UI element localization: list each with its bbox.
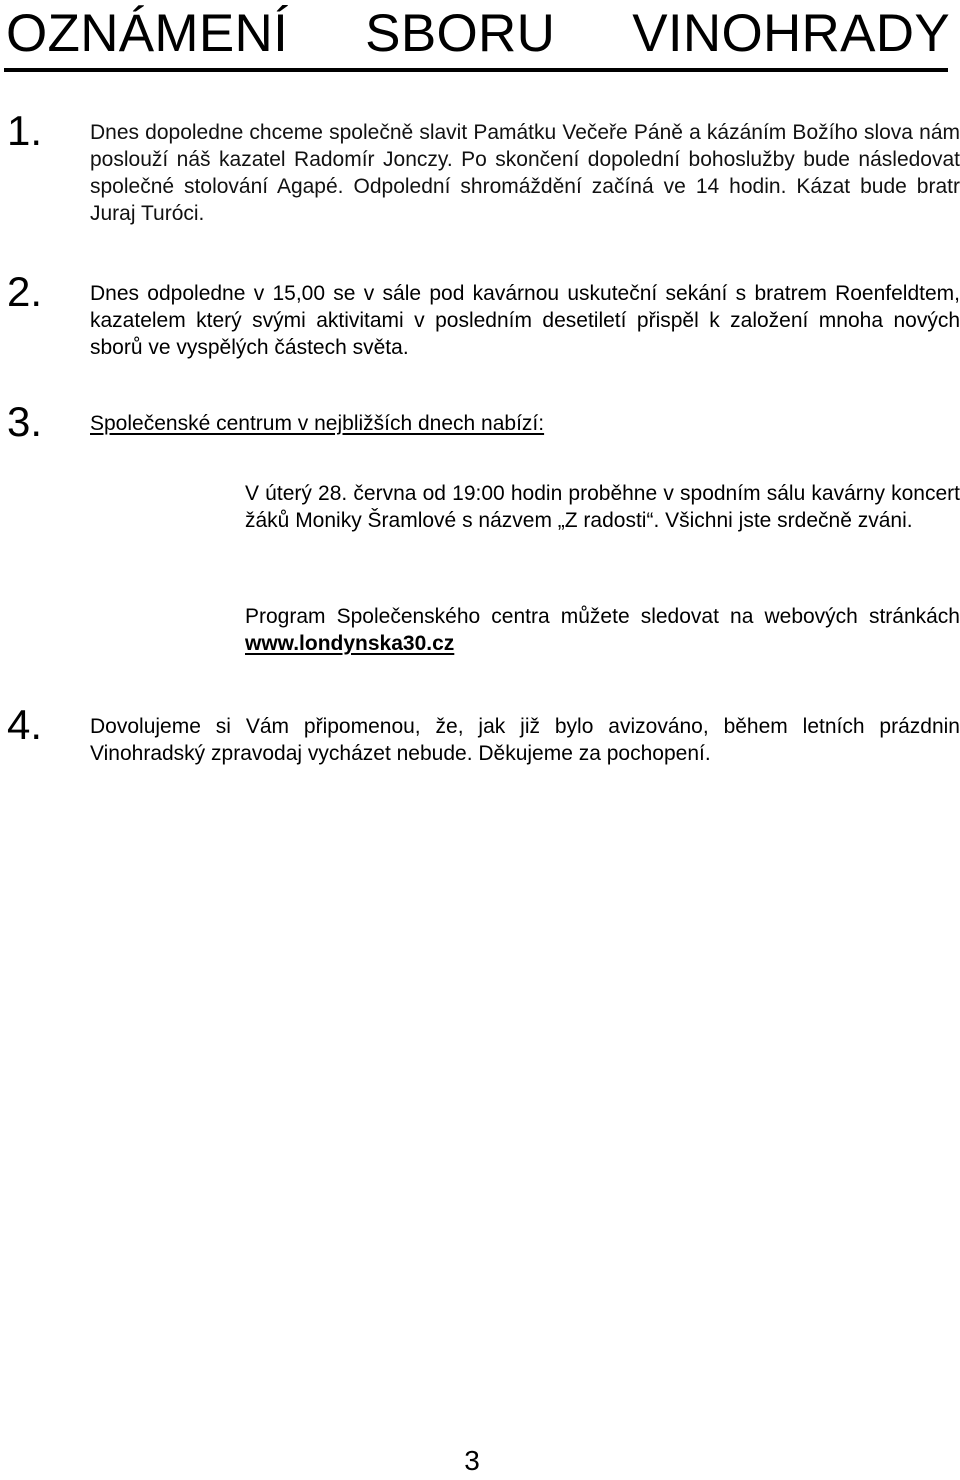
program-text: Program Společenského centra můžete sledovat na webových stránkách	[245, 605, 960, 628]
item-3-program-text	[245, 603, 960, 657]
page-title: OZNÁMENÍ SBORU VINOHRADY	[6, 4, 950, 63]
page-number: 3	[464, 1445, 480, 1476]
item-3-heading	[90, 410, 960, 437]
title-underline-rule	[4, 68, 948, 72]
item-2-text: Dnes odpoledne v 15,00 se v sále pod kavárnou uskuteční sekání s bratrem Roenfeldtem, kazatelem který svými aktivitami v posledním desetiletí přispěl k založení mnoha nových sborů ve vyspělých částech světa.	[90, 282, 960, 359]
item-3-heading-text: Společenské centrum v nejbližších dnech nabízí:	[90, 412, 545, 435]
item-number-1: 1.	[7, 107, 43, 154]
item-number-2: 2.	[7, 268, 43, 315]
item-number-4: 4.	[7, 701, 43, 748]
item-number-3: 3.	[7, 398, 43, 445]
item-4-text: Dovolujeme si Vám připomenou, že, jak již bylo avizováno, během letních prázdnin Vinohradský zpravodaj vycházet nebude. Děkujeme za pochopení.	[90, 715, 960, 765]
website-link[interactable]: www.londynska30.cz	[245, 632, 455, 655]
item-1-text: Dnes dopoledne chceme společně slavit Památku Večeře Páně a kázáním Božího slova nám poslouží náš kazatel Radomír Jonczy. Po skončení dopolední bohoslužby bude následovat společné stolování Agapé. Odpolední shromáždění začíná ve 14 hodin. Kázat bude bratr Juraj Turóci.	[90, 121, 960, 225]
item-3-event-text: V úterý 28. června od 19:00 hodin proběhne v spodním sálu kavárny koncert žáků Moniky Šramlové s názvem „Z radosti“. Všichni jste srdečně zváni.	[245, 482, 960, 532]
